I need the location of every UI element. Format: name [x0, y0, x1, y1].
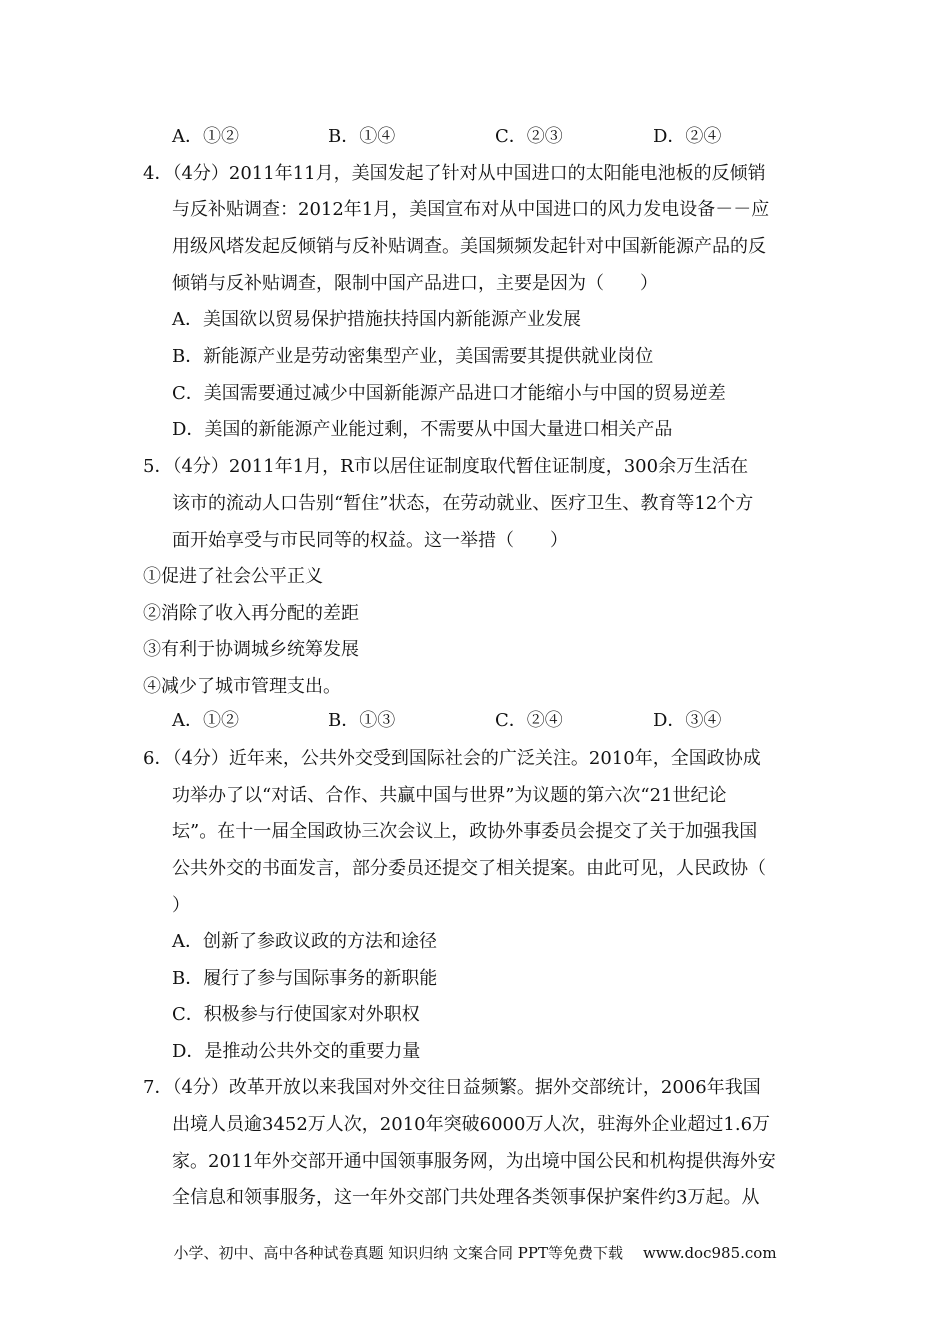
q7-stem-line: 家。2011年外交部开通中国领事服务网，为出境中国公民和机构提供海外安: [172, 1151, 776, 1172]
q4-stem-line: 与反补贴调查：2012年1月，美国宣布对从中国进口的风力发电设备－－应: [172, 199, 770, 220]
q6-stem-line: ）: [172, 895, 190, 916]
q4-option-c: C．美国需要通过减少中国新能源产品进口才能缩小与中国的贸易逆差: [172, 383, 726, 404]
q4-stem-line: 4．（4分）2011年11月，美国发起了针对从中国进口的太阳能电池板的反倾销: [143, 163, 766, 184]
q5-option-b: B．①③: [328, 710, 396, 731]
q6-option-b: B．履行了参与国际事务的新职能: [172, 968, 438, 989]
q4-stem-line: 用级风塔发起反倾销与反补贴调查。美国频频发起针对中国新能源产品的反: [172, 236, 766, 257]
q5-statement: ①促进了社会公平正义: [143, 566, 323, 587]
q5-option-d: D．③④: [653, 710, 722, 731]
q7-stem-line: 全信息和领事服务，这一年外交部门共处理各类领事保护案件约3万起。从: [172, 1187, 760, 1208]
q6-stem-line: 坛”。在十一届全国政协三次会议上，政协外事委员会提交了关于加强我国: [172, 821, 758, 842]
q3-option-d: D．②④: [653, 126, 722, 147]
q6-option-d: D．是推动公共外交的重要力量: [172, 1041, 421, 1062]
q6-stem-line: 功举办了以“对话、合作、共赢中国与世界”为议题的第六次“21世纪论: [172, 785, 727, 806]
footer-url[interactable]: www.doc985.com: [642, 1244, 777, 1262]
q5-statement: ②消除了收入再分配的差距: [143, 603, 359, 624]
q5-stem-line: 5．（4分）2011年1月，R市以居住证制度取代暂住证制度，300余万生活在: [143, 456, 749, 477]
q5-stem-line: 该市的流动人口告别“暂住”状态，在劳动就业、医疗卫生、教育等12个方: [172, 493, 754, 514]
q3-option-b: B．①④: [328, 126, 396, 147]
page-footer: [0, 1243, 950, 1263]
q3-option-a: A．①②: [172, 126, 239, 147]
q4-option-a: A．美国欲以贸易保护措施扶持国内新能源产业发展: [172, 309, 581, 330]
q5-statement: ③有利于协调城乡统筹发展: [143, 639, 359, 660]
q4-option-b: B．新能源产业是劳动密集型产业，美国需要其提供就业岗位: [172, 346, 654, 367]
q7-stem-line: 7．（4分）改革开放以来我国对外交往日益频繁。据外交部统计，2006年我国: [143, 1077, 761, 1098]
q6-option-c: C．积极参与行使国家对外职权: [172, 1004, 420, 1025]
q5-stem-line: 面开始享受与市民同等的权益。这一举措（ ）: [172, 530, 568, 551]
footer-text: 小学、初中、高中各种试卷真题 知识归纳 文案合同 PPT等免费下载: [173, 1244, 623, 1262]
q5-option-a: A．①②: [172, 710, 239, 731]
q6-stem-line: 6．（4分）近年来，公共外交受到国际社会的广泛关注。2010年，全国政协成: [143, 748, 761, 769]
q5-option-c: C．②④: [495, 710, 563, 731]
q6-stem-line: 公共外交的书面发言，部分委员还提交了相关提案。由此可见，人民政协（: [172, 858, 766, 879]
q4-stem-line: 倾销与反补贴调查，限制中国产品进口，主要是因为（ ）: [172, 273, 658, 294]
q4-option-d: D．美国的新能源产业能过剩，不需要从中国大量进口相关产品: [172, 419, 673, 440]
q6-option-a: A．创新了参政议政的方法和途径: [172, 931, 437, 952]
q7-stem-line: 出境人员逾3452万人次，2010年突破6000万人次，驻海外企业超过1.6万: [172, 1114, 771, 1135]
q5-statement: ④减少了城市管理支出。: [143, 676, 341, 697]
q3-option-c: C．②③: [495, 126, 563, 147]
